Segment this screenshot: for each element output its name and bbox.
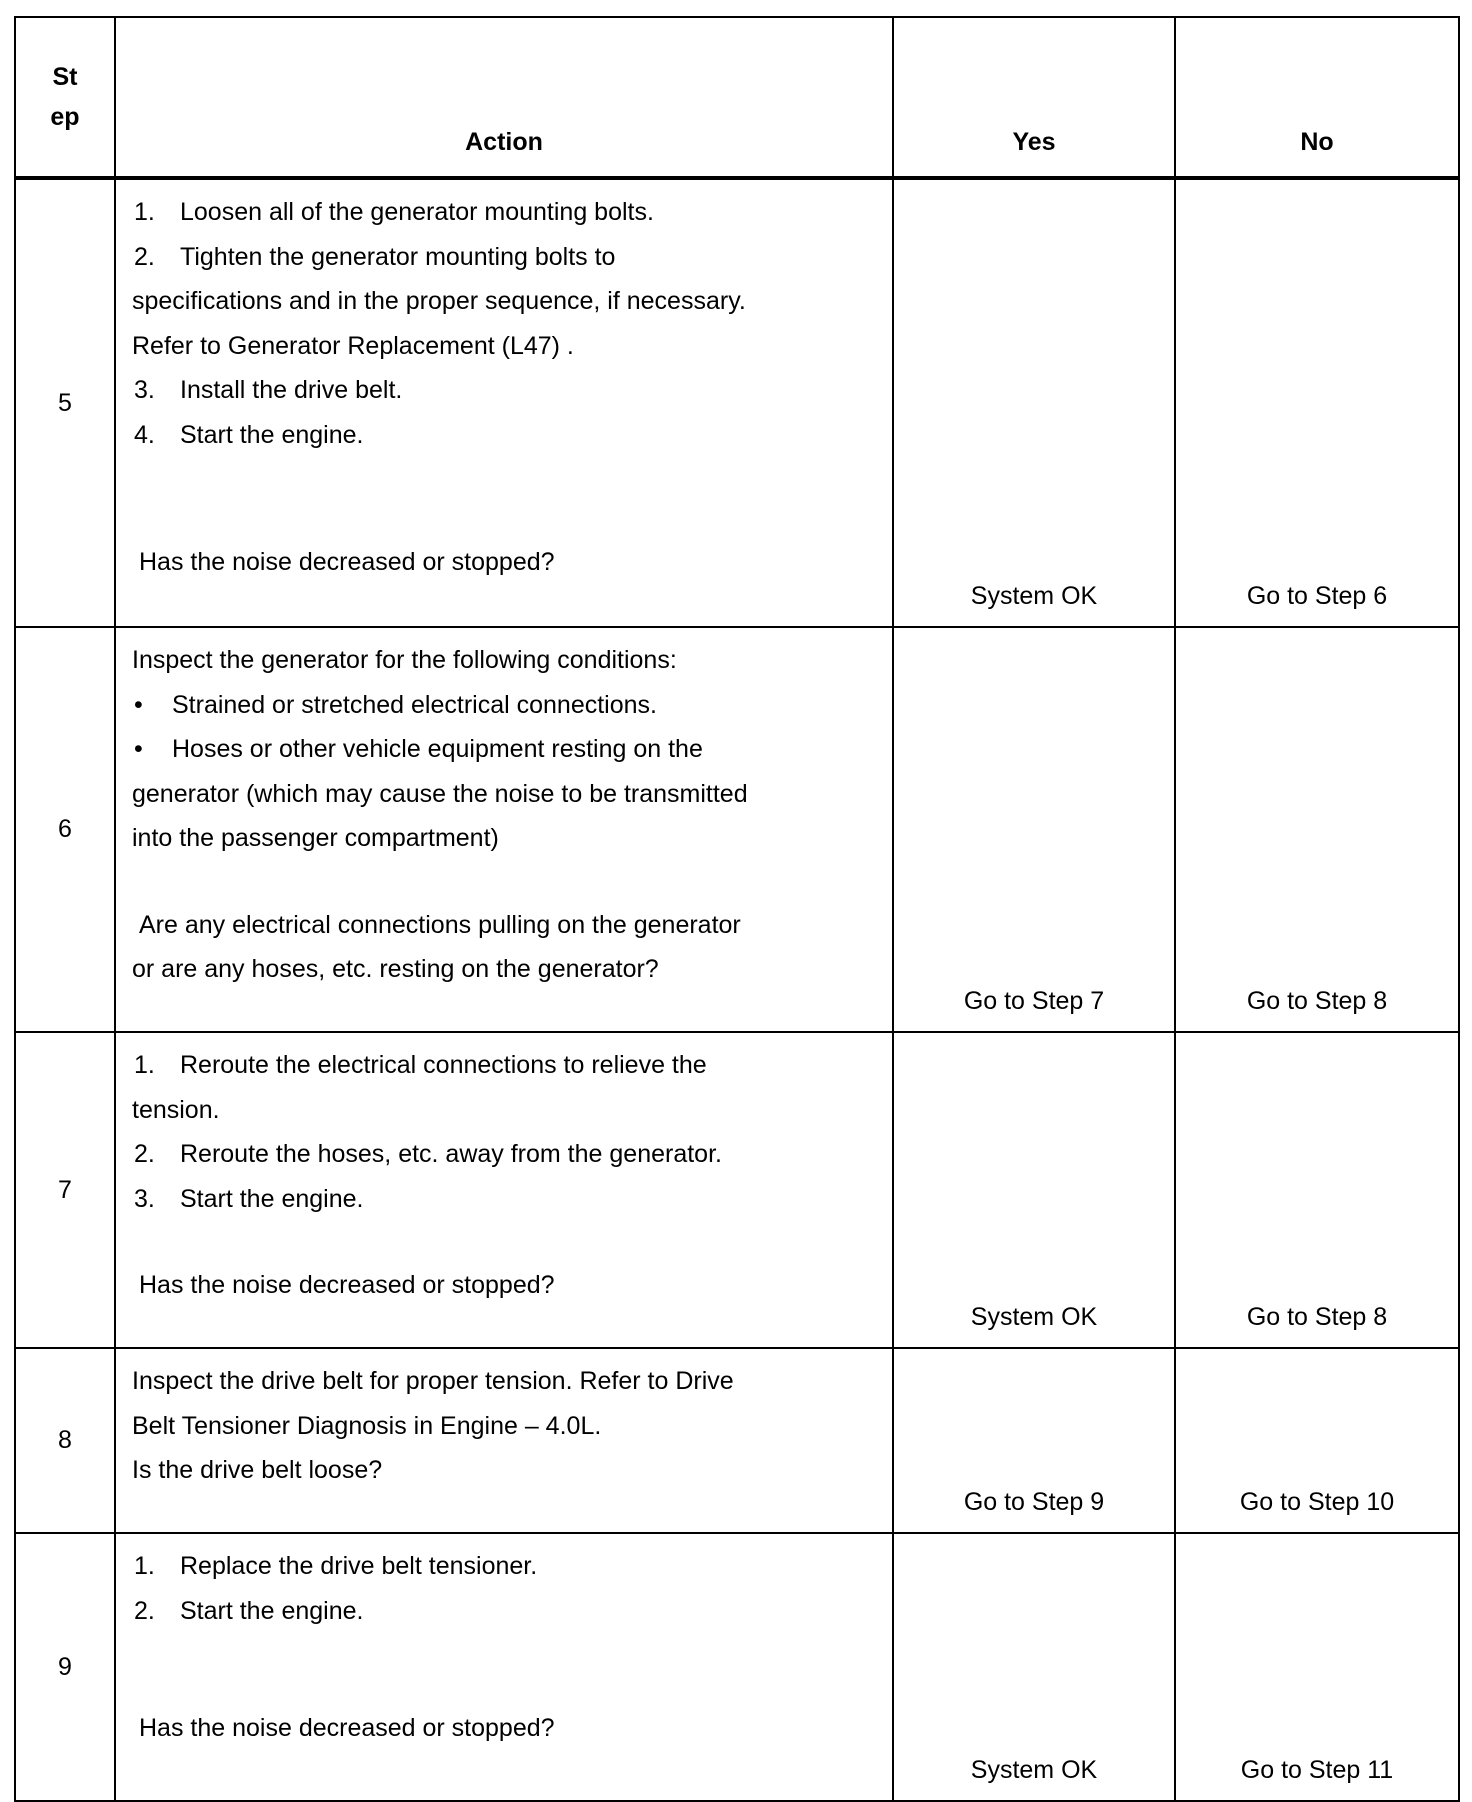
action-line: 4. Start the engine. — [134, 420, 364, 449]
header-step-line2: ep — [50, 103, 80, 131]
header-step — [15, 17, 115, 178]
action-line: specifications and in the proper sequence, if necessary. — [132, 287, 746, 315]
no-answer: Go to Step 10 — [1175, 1348, 1459, 1533]
action-line: Inspect the drive belt for proper tension. Refer to Drive — [132, 1367, 734, 1395]
action-line: 2. Tighten the generator mounting bolts to — [134, 242, 616, 271]
yes-answer: System OK — [893, 1032, 1175, 1348]
header-no: No — [1175, 17, 1459, 178]
action-question-line2: or are any hoses, etc. resting on the generator? — [132, 955, 659, 983]
action-question: Has the noise decreased or stopped? — [139, 1714, 555, 1742]
table-row — [15, 1348, 1459, 1533]
step-number: 7 — [15, 1032, 115, 1348]
diagnostic-table — [14, 16, 1460, 1802]
bullet-icon: • — [134, 690, 143, 719]
action-line: 3. Start the engine. — [134, 1184, 364, 1213]
step-number: 6 — [15, 627, 115, 1032]
yes-answer: System OK — [893, 1533, 1175, 1801]
table-row — [15, 178, 1459, 627]
yes-answer: System OK — [893, 178, 1175, 627]
action-question: Has the noise decreased or stopped? — [139, 1271, 555, 1299]
action-cell — [115, 1348, 893, 1533]
action-cell — [115, 627, 893, 1032]
action-question: Are any electrical connections pulling on the generator — [139, 910, 741, 939]
action-line: tension. — [132, 1095, 220, 1124]
no-answer: Go to Step 8 — [1175, 627, 1459, 1032]
table-row — [15, 1533, 1459, 1801]
no-answer: Go to Step 8 — [1175, 1032, 1459, 1348]
action-line: 2. Start the engine. — [134, 1596, 364, 1625]
action-line: Belt Tensioner Diagnosis in Engine – 4.0L. — [132, 1411, 602, 1440]
action-line: 1. Reroute the electrical connections to relieve the — [134, 1051, 707, 1079]
header-yes: Yes — [893, 17, 1175, 178]
table-row — [15, 627, 1459, 1032]
action-cell — [115, 1032, 893, 1348]
header-step-line1: St — [52, 63, 78, 91]
action-bullet-line: • Hoses or other vehicle equipment resting on the — [132, 727, 878, 772]
header-row — [15, 17, 1459, 178]
action-bullet-line: • Strained or stretched electrical connections. — [132, 683, 878, 728]
no-answer: Go to Step 11 — [1175, 1533, 1459, 1801]
action-question: Has the noise decreased or stopped? — [139, 548, 555, 576]
action-line: 2. Reroute the hoses, etc. away from the generator. — [134, 1140, 722, 1168]
action-line: 1. Loosen all of the generator mounting bolts. — [134, 198, 654, 226]
bullet-icon: • — [134, 735, 143, 763]
action-line: 1. Replace the drive belt tensioner. — [134, 1552, 538, 1580]
table-row — [15, 1032, 1459, 1348]
step-number: 9 — [15, 1533, 115, 1801]
action-cell — [115, 1533, 893, 1801]
action-line: into the passenger compartment) — [132, 824, 499, 852]
action-line: 3. Install the drive belt. — [134, 376, 403, 404]
step-number: 8 — [15, 1348, 115, 1533]
yes-answer: Go to Step 9 — [893, 1348, 1175, 1533]
action-line: Inspect the generator for the following conditions: — [132, 646, 677, 674]
action-line: Refer to Generator Replacement (L47) . — [132, 331, 574, 360]
header-action: Action — [115, 17, 893, 178]
action-line: generator (which may cause the noise to be transmitted — [132, 779, 748, 808]
yes-answer: Go to Step 7 — [893, 627, 1175, 1032]
action-cell — [115, 178, 893, 627]
no-answer: Go to Step 6 — [1175, 178, 1459, 627]
action-question: Is the drive belt loose? — [132, 1456, 383, 1484]
step-number: 5 — [15, 178, 115, 627]
